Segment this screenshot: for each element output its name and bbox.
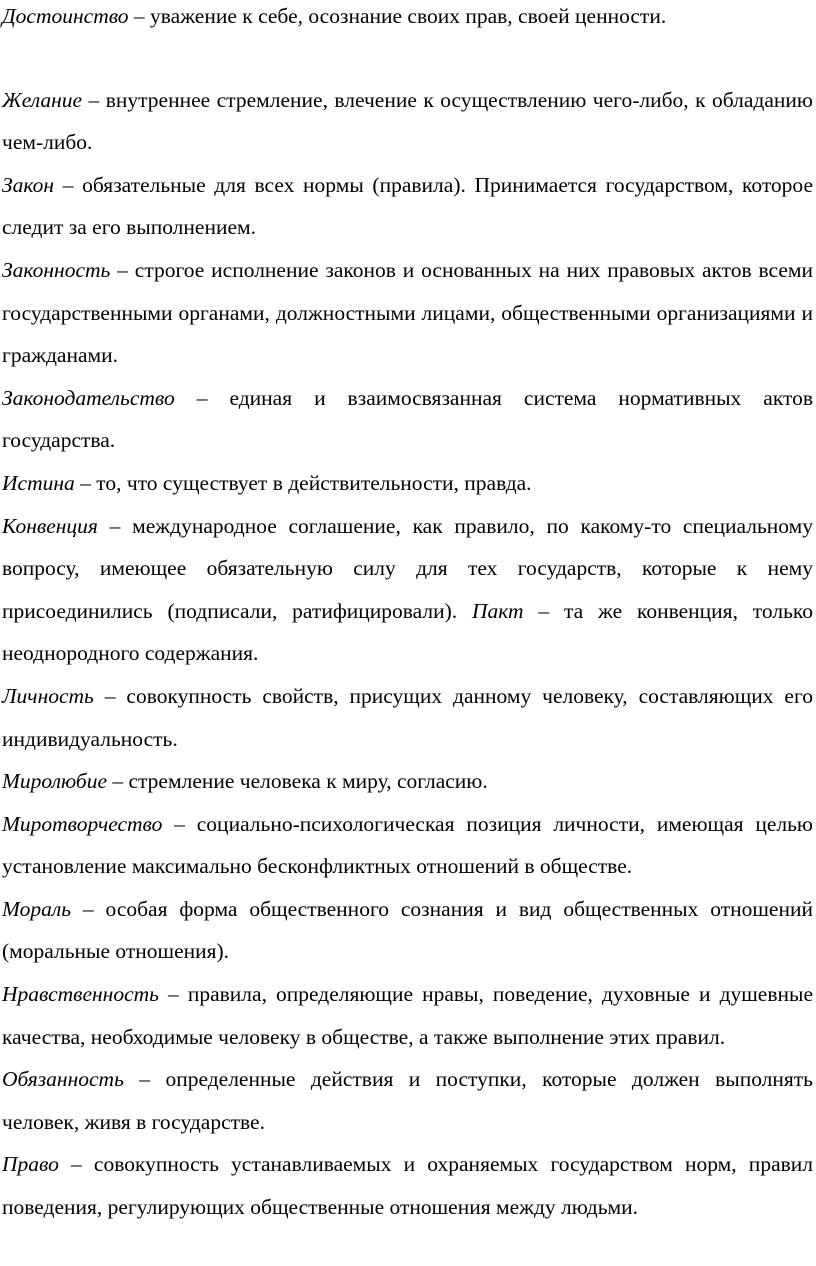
glossary-entry-moral (2, 888, 813, 973)
definition: – единая и взаимосвязанная система нормативных актов государства. (2, 385, 813, 453)
definition: – стремление человека к миру, согласию. (106, 769, 488, 794)
definition: – правила, определяющие нравы, поведение, духовные и душевные качества, необходимые человеку в обществе, а также выполнение этих правил. (2, 982, 813, 1049)
term: Истина (2, 470, 75, 495)
term: Законность (2, 257, 111, 282)
term: Законодательство (2, 385, 175, 410)
definition: – определенные действия и поступки, которые должен выполнять человек, живя в государстве. (2, 1067, 813, 1134)
glossary-entry-dostoinstvo (2, 0, 813, 38)
glossary-entry-istina (2, 462, 813, 505)
glossary-entry-zhelanie (2, 79, 813, 164)
term: Обязанность (2, 1067, 124, 1092)
term: Миротворчество (2, 811, 163, 836)
term-secondary: Пакт (471, 598, 524, 623)
term: Конвенция (2, 513, 98, 538)
definition: – внутреннее стремление, влечение к осуществлению чего-либо, к обладанию чем-либо. (2, 87, 813, 155)
definition: – совокупность устанавливаемых и охраняемых государством норм, правил поведения, регулирующих общественные отношения между людьми. (2, 1152, 813, 1220)
glossary-entry-konventsiya (2, 505, 813, 675)
definition: – особая форма общественного сознания и вид общественных отношений (моральные отношения). (2, 896, 813, 964)
term: Желание (2, 87, 83, 112)
glossary-entry-mirolyubie (2, 760, 813, 803)
glossary-entry-pravo (2, 1143, 813, 1228)
term: Нравственность (2, 982, 159, 1007)
term: Личность (2, 683, 94, 708)
glossary-entry-zakonodatelstvo (2, 377, 813, 462)
definition: – социально-психологическая позиция личности, имеющая целью установление максимально бесконфликтных отношений в обществе. (2, 811, 813, 879)
glossary-entry-zakon (2, 164, 813, 249)
term: Закон (2, 172, 55, 197)
term: Мораль (2, 896, 72, 921)
definition: – обязательные для всех нормы (правила). Принимается государством, которое следит за его выполнением. (2, 172, 813, 240)
term: Достоинство (2, 4, 129, 28)
glossary-entry-zakonnost (2, 249, 813, 377)
glossary-entry-obyazannost (2, 1058, 813, 1143)
glossary-entry-nravstvennost (2, 973, 813, 1058)
term: Право (2, 1152, 59, 1177)
definition-secondary: – та же конвенция, только неоднородного содержания. (2, 598, 813, 666)
definition: – совокупность свойств, присущих данному человеку, составляющих его индивидуальность. (2, 683, 813, 751)
glossary-entry-mirotvorchestvo (2, 803, 813, 888)
term: Миролюбие (2, 769, 107, 794)
glossary-entry-lichnost (2, 675, 813, 760)
definition: – то, что существует в действительности, правда. (74, 470, 532, 495)
definition: – международное соглашение, как правило, по какому-то специальному вопросу, имеющее обязательную силу для тех государств, которые к нему присоединились (подписали, ратифицировали). (2, 513, 813, 623)
definition: – уважение к себе, осознание своих прав, своей ценности. (128, 4, 667, 28)
definition: – строгое исполнение законов и основанных на них правовых актов всеми государственными органами, должностными лицами, общественными организациями и гражданами. (2, 257, 813, 368)
